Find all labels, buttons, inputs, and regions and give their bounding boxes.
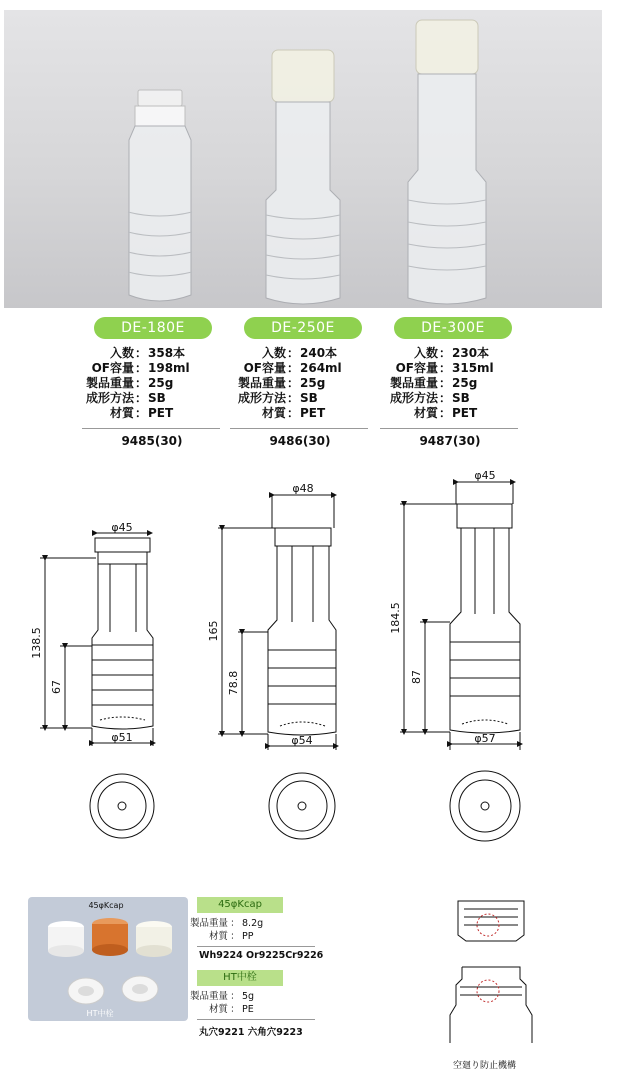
spec-value: 5g [242,991,255,1002]
spec-value: PET [452,406,478,420]
spec-label: 材質 [413,406,438,420]
product-name-pill: DE-180E [94,317,212,339]
spec-value: 264ml [300,361,342,375]
spec-label: 製品重量 [189,991,228,1002]
bottle-250-photo [266,50,340,304]
spec-value: SB [300,391,318,405]
spec-value: SB [452,391,470,405]
spec-value: 230本 [452,346,490,360]
product-code: 9485(30) [121,434,183,448]
spec-label: 材質 [208,1004,228,1015]
dim-lower-height: 78.8 [227,670,240,696]
spec-value: 8.2g [242,918,264,929]
product-code: 9486(30) [269,434,331,448]
spec-value: PE [242,1004,254,1015]
spec-value: 198ml [148,361,190,375]
dim-base-diameter: φ54 [291,734,313,747]
caps-photo [28,897,188,1021]
caps-illustration [28,897,188,1021]
spec-value: PET [148,406,174,420]
dim-height: 138.5 [30,627,43,659]
caps-photo-label-top: 45φKcap [88,901,124,910]
dim-height: 184.5 [389,602,402,634]
bottle-180-photo [128,90,192,301]
spec-value: 25g [148,376,174,390]
spec-label: OF容量 [91,361,134,375]
dim-top-diameter: φ48 [292,482,314,495]
mechanism-caption: 空廻り防止機構 [453,1061,517,1071]
spec-label: 成形方法 [389,391,438,405]
ht-codes: 丸穴9221 六角穴9223 [199,1027,303,1038]
spec-table: 入数 ： 358本 OF容量 ： 198ml 製品重量 ： 25g 成形方法 ： SB 材質 ： PET [68,346,218,421]
divider [197,946,315,947]
drawing-250 [218,495,336,839]
spec-label: 材質 [109,406,134,420]
product-code: 9487(30) [419,434,481,448]
technical-drawings [0,460,640,860]
dim-top-diameter: φ45 [111,521,133,534]
spec-value: 358本 [148,346,186,360]
anti-rotation-drawing [436,895,546,1045]
spec-label: 製品重量 [237,376,286,390]
spec-label: 成形方法 [85,391,134,405]
spec-value: 240本 [300,346,338,360]
spec-value: PP [242,931,254,942]
ht-specs: 製品重量 ： 5g 材質 ： PE [180,990,254,1016]
kcap-specs: 製品重量 ： 8.2g 材質 ： PP [180,917,263,943]
kcap-codes: Wh9224 Or9225Cr9226 [199,950,324,961]
spec-value: 25g [300,376,326,390]
dim-lower-height: 67 [50,680,63,694]
spec-value: 315ml [452,361,494,375]
spec-label: 製品重量 [85,376,134,390]
dim-base-diameter: φ57 [474,732,496,745]
ht-title: HT中栓 [197,970,283,986]
spec-label: 入数 [109,346,134,360]
spec-label: 入数 [261,346,286,360]
product-name-pill: DE-300E [394,317,512,339]
product-photo [4,10,602,308]
divider [197,1019,315,1020]
dim-top-diameter: φ45 [474,469,496,482]
spec-label: 材質 [208,931,228,942]
caps-photo-label-bottom: HT中栓 [86,1009,114,1018]
spec-value: 25g [452,376,478,390]
bottles-photo-illustration [4,10,602,308]
spec-label: 製品重量 [189,918,228,929]
spec-label: 材質 [261,406,286,420]
highlight-circle [477,980,499,1002]
dim-lower-height: 87 [410,670,423,684]
divider [230,428,368,429]
product-name-pill: DE-250E [244,317,362,339]
spec-label: OF容量 [243,361,286,375]
spec-table: 入数 ： 230本 OF容量 ： 315ml 製品重量 ： 25g 成形方法 ： SB 材質 ： PET [372,346,522,421]
divider [82,428,220,429]
dim-base-diameter: φ51 [111,731,133,744]
divider [380,428,518,429]
spec-label: 入数 [413,346,438,360]
spec-table: 入数 ： 240本 OF容量 ： 264ml 製品重量 ： 25g 成形方法 ： SB 材質 ： PET [220,346,370,421]
drawing-300 [400,482,520,841]
spec-value: PET [300,406,326,420]
bottle-300-photo [408,20,486,304]
spec-label: 成形方法 [237,391,286,405]
spec-value: SB [148,391,166,405]
dim-height: 165 [207,620,220,642]
spec-label: 製品重量 [389,376,438,390]
kcap-title: 45φKcap [197,897,283,913]
spec-label: OF容量 [395,361,438,375]
